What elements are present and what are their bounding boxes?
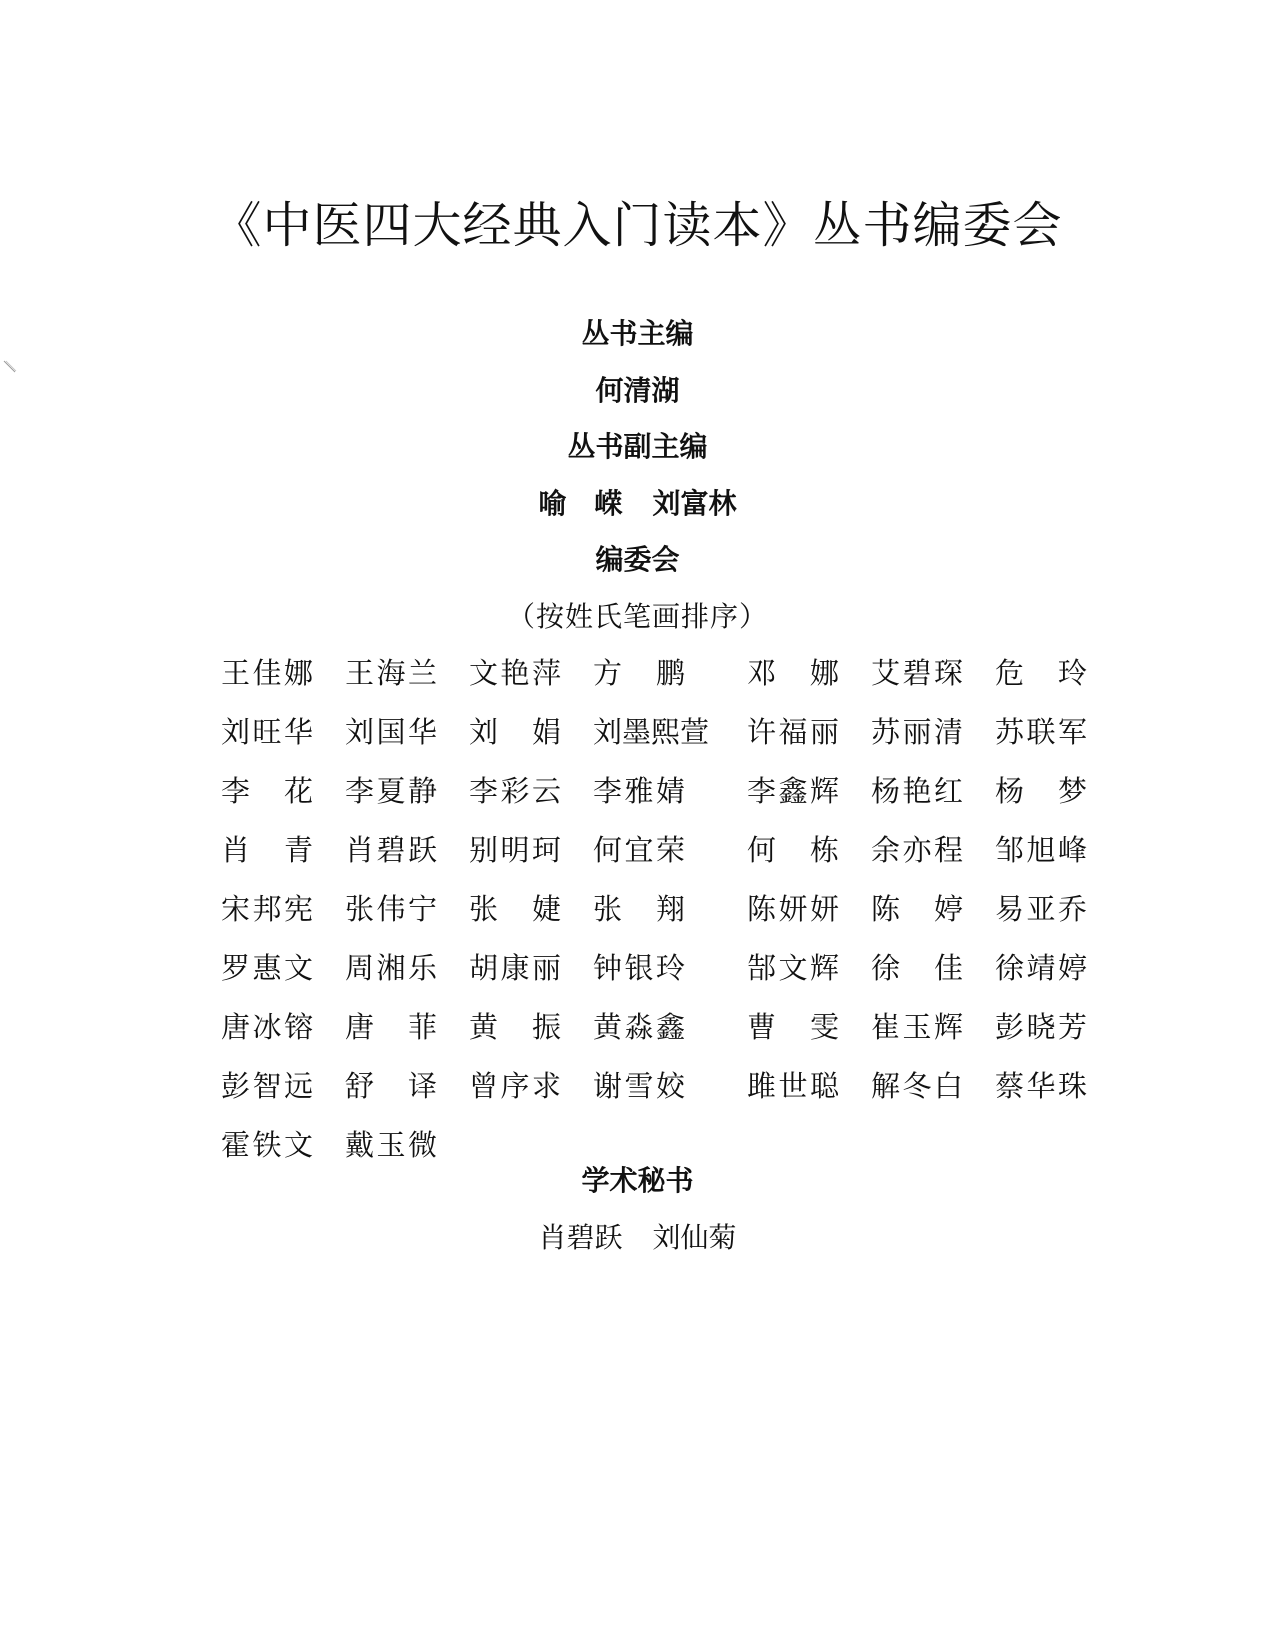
member-name: 李雅婧 (593, 774, 685, 808)
member-name: 宋邦宪 (221, 892, 313, 926)
member-name: 邹旭峰 (995, 833, 1087, 867)
academic-secretary-heading: 学术秘书 (581, 1164, 694, 1197)
editorial-board-note: （按姓氏笔画排序） (506, 600, 768, 633)
member-name: 刘墨熙萱 (593, 715, 710, 749)
chief-editor-name: 何清湖 (595, 374, 680, 407)
deputy-editor-name: 喻 嵘 (538, 487, 623, 520)
member-name: 余亦程 (871, 833, 963, 867)
member-row (221, 950, 1091, 1009)
member-name: 霍铁文 (221, 1128, 313, 1162)
member-name: 文艳萍 (469, 656, 561, 690)
member-row (221, 891, 1091, 950)
deputy-editor-names (0, 486, 1275, 522)
page-title: 《中医四大经典入门读本》丛书编委会 (212, 197, 1063, 254)
member-name: 徐 佳 (871, 951, 963, 985)
member-name: 戴玉微 (345, 1128, 437, 1162)
member-name: 刘 娟 (469, 715, 561, 749)
member-name: 张伟宁 (345, 892, 437, 926)
member-name: 肖 青 (221, 833, 313, 867)
member-name: 钟银玲 (593, 951, 685, 985)
member-row (221, 714, 1091, 773)
member-name: 危 玲 (995, 656, 1087, 690)
member-name: 唐 菲 (345, 1010, 437, 1044)
member-name: 雎世聪 (747, 1069, 839, 1103)
academic-secretary-names (0, 1220, 1275, 1256)
member-name: 胡康丽 (469, 951, 561, 985)
member-name: 罗惠文 (221, 951, 313, 985)
member-name: 苏联军 (995, 715, 1087, 749)
member-name: 蔡华珠 (995, 1069, 1087, 1103)
member-name: 陈 婷 (871, 892, 963, 926)
member-name: 何 栋 (747, 833, 839, 867)
member-row (221, 773, 1091, 832)
member-name: 唐冰镕 (221, 1010, 313, 1044)
member-row (221, 1068, 1091, 1127)
member-name: 别明珂 (469, 833, 561, 867)
member-name: 徐靖婷 (995, 951, 1087, 985)
deputy-editor-heading: 丛书副主编 (567, 430, 708, 463)
member-name: 彭智远 (221, 1069, 313, 1103)
member-name: 黄 振 (469, 1010, 561, 1044)
editorial-board-heading: 编委会 (595, 543, 680, 576)
academic-secretary-name: 刘仙菊 (652, 1221, 737, 1254)
editorial-board-members (221, 655, 1091, 1186)
member-name: 郜文辉 (747, 951, 839, 985)
deputy-editor-name: 刘富林 (652, 487, 737, 520)
member-name: 苏丽清 (871, 715, 963, 749)
member-name: 何宜荣 (593, 833, 685, 867)
member-name: 李鑫辉 (747, 774, 839, 808)
member-name: 黄淼鑫 (593, 1010, 685, 1044)
member-name: 舒 译 (345, 1069, 437, 1103)
member-name: 刘国华 (345, 715, 437, 749)
member-name: 张 婕 (469, 892, 561, 926)
member-name: 杨 梦 (995, 774, 1087, 808)
member-name: 王海兰 (345, 656, 437, 690)
chief-editor-heading: 丛书主编 (581, 317, 694, 350)
member-name: 刘旺华 (221, 715, 313, 749)
member-name: 彭晓芳 (995, 1010, 1087, 1044)
member-name: 解冬白 (871, 1069, 963, 1103)
member-name: 方 鹏 (593, 656, 685, 690)
member-row (221, 655, 1091, 714)
member-name: 肖碧跃 (345, 833, 437, 867)
academic-secretary-name: 肖碧跃 (538, 1221, 623, 1254)
member-name: 谢雪姣 (593, 1069, 685, 1103)
member-name: 崔玉辉 (871, 1010, 963, 1044)
member-row (221, 1009, 1091, 1068)
member-name: 李 花 (221, 774, 313, 808)
member-name: 邓 娜 (747, 656, 839, 690)
member-name: 李夏静 (345, 774, 437, 808)
member-row (221, 832, 1091, 891)
member-name: 易亚乔 (995, 892, 1087, 926)
member-name: 周湘乐 (345, 951, 437, 985)
member-name: 李彩云 (469, 774, 561, 808)
member-name: 王佳娜 (221, 656, 313, 690)
member-name: 艾碧琛 (871, 656, 963, 690)
member-name: 曾序求 (469, 1069, 561, 1103)
scan-mark-icon (3, 360, 17, 374)
member-name: 杨艳红 (871, 774, 963, 808)
member-name: 曹 雯 (747, 1010, 839, 1044)
member-name: 陈妍妍 (747, 892, 839, 926)
member-name: 张 翔 (593, 892, 685, 926)
member-name: 许福丽 (747, 715, 839, 749)
